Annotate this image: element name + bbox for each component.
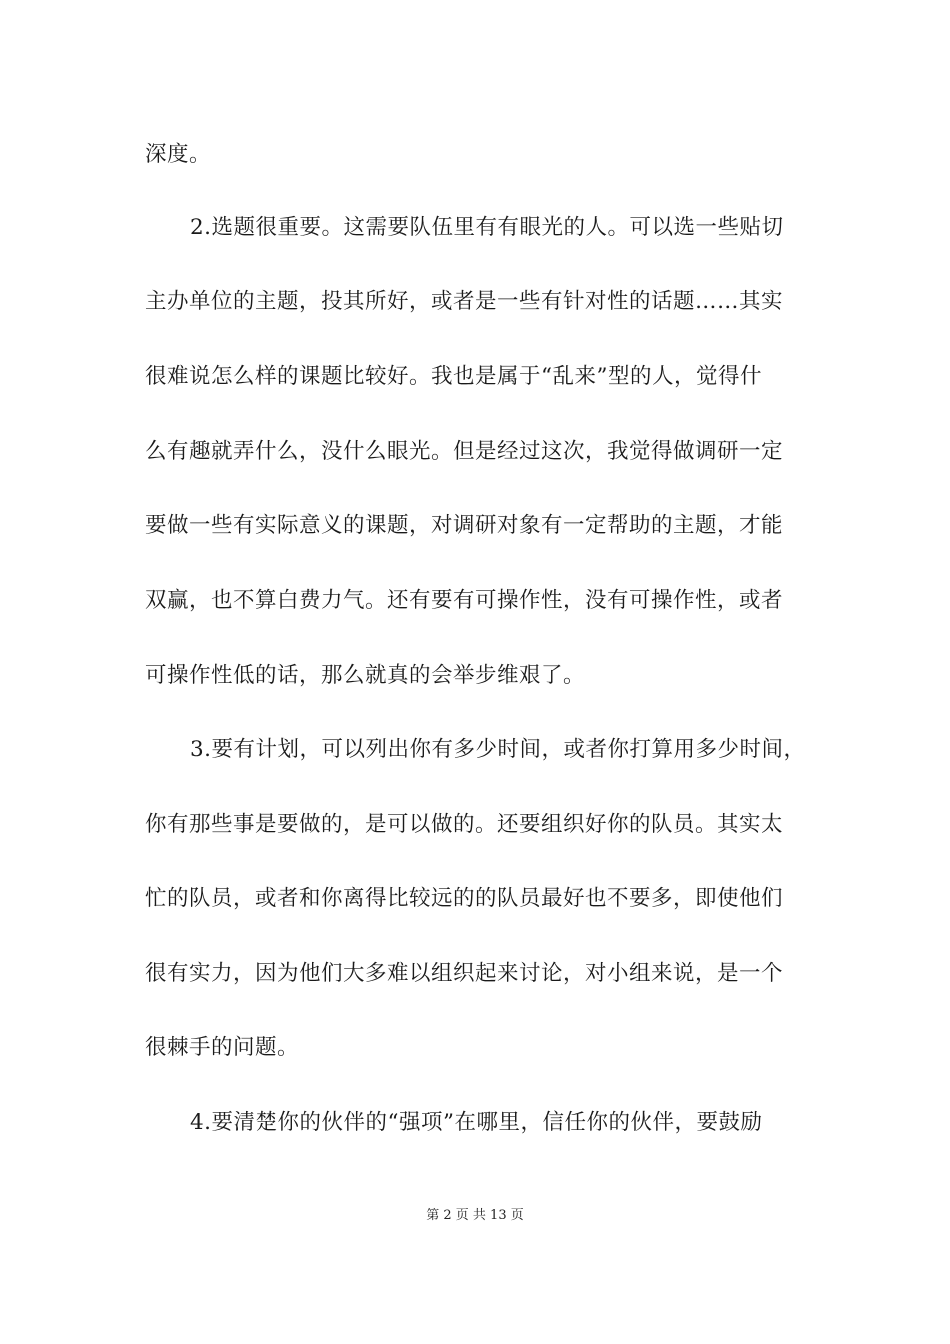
- text-line-7: 双赢，也不算白费力气。还有要有可操作性，没有可操作性，或者: [145, 588, 784, 613]
- text-line-10: 你有那些事是要做的，是可以做的。还要组织好你的队员。其实太: [145, 812, 784, 837]
- text-line-12: 很有实力，因为他们大多难以组织起来讨论，对小组来说，是一个: [145, 961, 784, 986]
- text-line-6: 要做一些有实际意义的课题，对调研对象有一定帮助的主题，才能: [145, 513, 784, 538]
- text-line-3: 主办单位的主题，投其所好，或者是一些有针对性的话题……其实: [145, 289, 784, 314]
- text-line-9: 3.要有计划，可以列出你有多少时间，或者你打算用多少时间，: [190, 737, 806, 762]
- text-line-14: 4.要清楚你的伙伴的“强项”在哪里，信任你的伙伴，要鼓励: [190, 1110, 763, 1135]
- text-line-1: 深度。: [145, 142, 212, 167]
- text-line-5: 么有趣就弄什么，没什么眼光。但是经过这次，我觉得做调研一定: [145, 439, 784, 464]
- text-line-11: 忙的队员，或者和你离得比较远的的队员最好也不要多，即使他们: [145, 886, 784, 911]
- text-line-4: 很难说怎么样的课题比较好。我也是属于“乱来”型的人，觉得什: [145, 364, 762, 389]
- page-footer: 第 2 页 共 13 页: [426, 1208, 524, 1223]
- text-line-8: 可操作性低的话，那么就真的会举步维艰了。: [145, 663, 586, 688]
- text-line-2: 2.选题很重要。这需要队伍里有有眼光的人。可以选一些贴切: [190, 215, 784, 240]
- text-line-13: 很棘手的问题。: [145, 1035, 300, 1060]
